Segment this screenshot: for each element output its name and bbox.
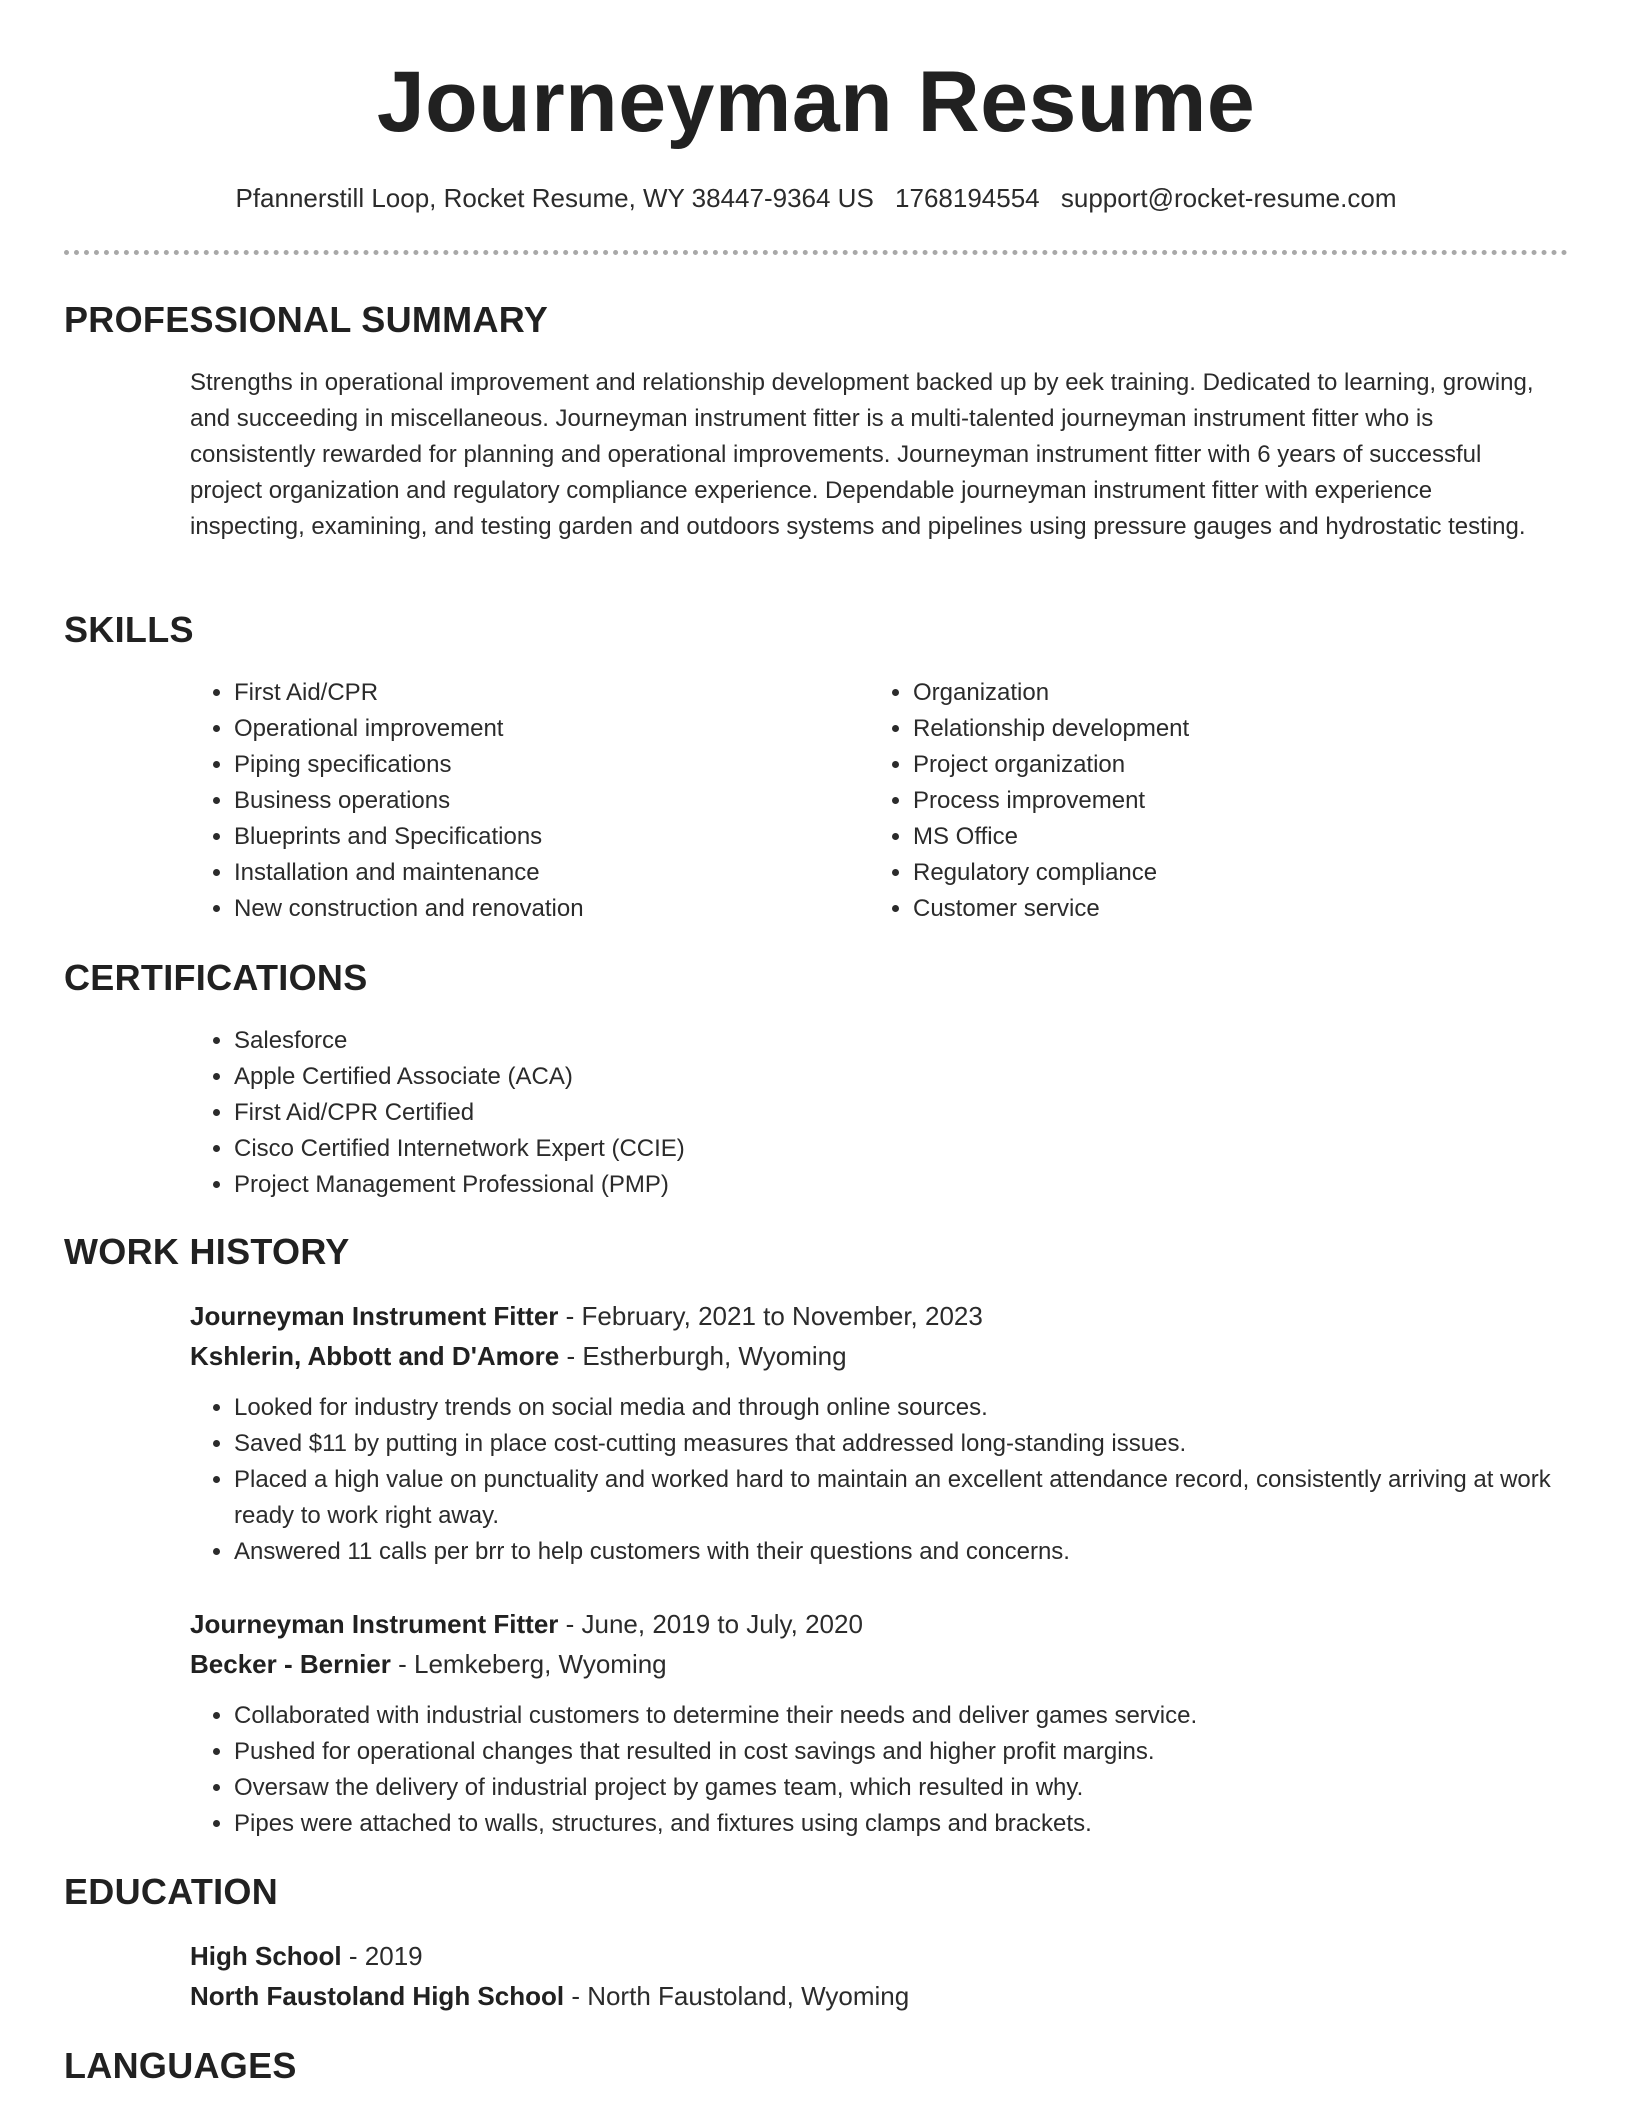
list-item: • Business operations [234,783,854,819]
list-item: • Project organization [913,747,1533,783]
job-1-location: - Estherburgh, Wyoming [559,1341,847,1371]
education-year: - 2019 [341,1941,423,1971]
list-item: • Piping specifications [234,747,854,783]
section-title-education: EDUCATION [64,1871,279,1912]
list-item: • Pipes were attached to walls, structures, and fixtures using clamps and brackets. [234,1806,1594,1842]
list-item: • Project Management Professional (PMP) [234,1167,1534,1203]
list-item: • Relationship development [913,711,1533,747]
list-item: • Pushed for operational changes that resulted in cost savings and higher profit margins. [234,1734,1594,1770]
job-1-company: Kshlerin, Abbott and D'Amore [190,1341,560,1371]
job-2-company: Becker - Bernier [190,1649,391,1679]
section-title-certifications: CERTIFICATIONS [64,957,368,998]
list-item: • Customer service [913,891,1533,927]
contact-email[interactable]: support@rocket-resume.com [1060,183,1397,213]
job-2-role: Journeyman Instrument Fitter [190,1609,559,1639]
education-school: North Faustoland High School [190,1981,565,2011]
resume-title: Journeyman Resume [376,54,1256,150]
skills-list-right [869,675,1533,927]
section-title-languages: LANGUAGES [64,2045,297,2086]
contact-address: Pfannerstill Loop, Rocket Resume, WY 38447-9364 US [235,183,874,213]
section-title-work-history: WORK HISTORY [64,1231,350,1272]
list-item: • Cisco Certified Internetwork Expert (CCIE) [234,1131,1534,1167]
job-1-bullets [190,1390,1594,1570]
job-1-dates: - February, 2021 to November, 2023 [558,1301,983,1331]
list-item: • Installation and maintenance [234,855,854,891]
skills-list-left [190,675,854,927]
contact-phone: 1768194554 [895,183,1040,213]
list-item: • Process improvement [913,783,1533,819]
list-item: • Saved $11 by putting in place cost-cutting measures that addressed long-standing issues. [234,1426,1594,1462]
list-item: • Answered 11 calls per brr to help customers with their questions and concerns. [234,1534,1594,1570]
list-item: • Collaborated with industrial customers to determine their needs and deliver games service. [234,1698,1594,1734]
education-degree: High School [190,1941,342,1971]
list-item: • Oversaw the delivery of industrial project by games team, which resulted in why. [234,1770,1594,1806]
section-title-skills: SKILLS [64,609,194,650]
list-item: • MS Office [913,819,1533,855]
education-school-line [190,1978,909,2014]
list-item: • Organization [913,675,1533,711]
job-1-role: Journeyman Instrument Fitter [190,1301,559,1331]
job-2-title-line [190,1606,863,1642]
list-item: • Placed a high value on punctuality and worked hard to maintain an excellent attendance record, consistently arriving at work ready to work right away. [234,1462,1594,1534]
job-2-location: - Lemkeberg, Wyoming [390,1649,667,1679]
section-title-summary: PROFESSIONAL SUMMARY [64,299,549,340]
job-2-bullets [190,1698,1594,1842]
list-item: • New construction and renovation [234,891,854,927]
list-item: • Blueprints and Specifications [234,819,854,855]
list-item: • First Aid/CPR [234,675,854,711]
job-1-title-line [190,1298,983,1334]
list-item: • Operational improvement [234,711,854,747]
education-location: - North Faustoland, Wyoming [564,1981,910,2011]
education-degree-line [190,1938,423,1974]
summary-text: Strengths in operational improvement and relationship development backed up by eek training. Dedicated to learning, growing, and succeeding in miscellaneous. Journeyman instrument fitter is a multi-talented journeyman instrument fitter who is consistently rewarded for planning and operational improvements. Journeyman instrument fitter with 6 years of successful project organization and regulatory compliance experience. Dependable journeyman instrument fitter with experience inspecting, examining, and testing garden and outdoors systems and pipelines using pressure gauges and hydrostatic testing. [190,369,1534,540]
list-item: • Looked for industry trends on social media and through online sources. [234,1390,1594,1426]
list-item: • First Aid/CPR Certified [234,1095,1534,1131]
certifications-list [190,1023,1534,1203]
job-2-company-line [190,1646,667,1682]
header-divider [64,250,1568,255]
list-item: • Salesforce [234,1023,1534,1059]
job-1-company-line [190,1338,847,1374]
list-item: • Apple Certified Associate (ACA) [234,1059,1534,1095]
list-item: • Regulatory compliance [913,855,1533,891]
job-2-dates: - June, 2019 to July, 2020 [558,1609,863,1639]
contact-line [0,180,1632,216]
